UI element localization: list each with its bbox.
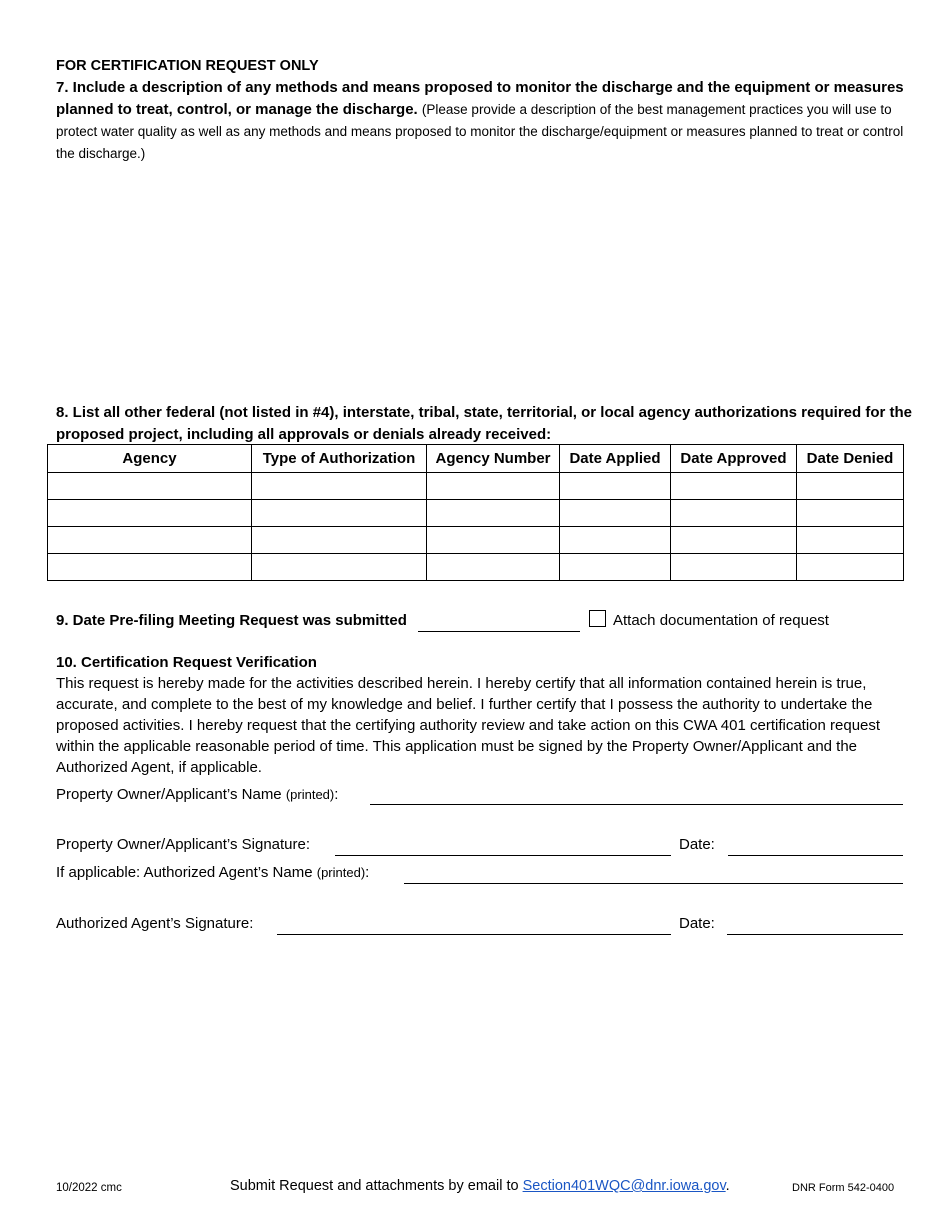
agent-name-field[interactable] xyxy=(404,883,903,884)
agent-signature-label: Authorized Agent’s Signature: xyxy=(56,915,254,932)
cell-date-denied[interactable] xyxy=(797,473,904,500)
agent-date-label: Date: xyxy=(679,915,715,932)
cell-date-approved[interactable] xyxy=(671,500,797,527)
cell-agency-number[interactable] xyxy=(427,473,560,500)
cell-agency-number[interactable] xyxy=(427,554,560,581)
agent-name-printed-note: (printed) xyxy=(316,865,366,880)
column-header-date-approved: Date Approved xyxy=(671,445,797,473)
column-header-date-denied: Date Denied xyxy=(797,445,904,473)
cell-date-applied[interactable] xyxy=(560,554,671,581)
cell-date-approved[interactable] xyxy=(671,473,797,500)
section-7-question-text: 7. Include a description of any methods and means proposed to monitor the discharge and the equipment or measures planned to treat, control, or manage the discharge. xyxy=(56,79,904,118)
cell-date-denied[interactable] xyxy=(797,554,904,581)
section-10-title: 10. Certification Request Verification xyxy=(56,654,317,671)
agent-name-label-text: If applicable: Authorized Agent’s Name xyxy=(56,864,313,881)
section-7-question xyxy=(56,77,906,165)
cell-agency[interactable] xyxy=(48,500,252,527)
column-header-type-of-authorization: Type of Authorization xyxy=(252,445,427,473)
submit-text: Submit Request and attachments by email to xyxy=(230,1178,519,1194)
submit-period: . xyxy=(725,1178,730,1194)
attach-documentation-label: Attach documentation of request xyxy=(613,612,829,629)
table-row xyxy=(48,500,904,527)
table-header-row xyxy=(48,445,904,473)
column-header-date-applied: Date Applied xyxy=(560,445,671,473)
cell-agency-number[interactable] xyxy=(427,527,560,554)
cell-date-denied[interactable] xyxy=(797,500,904,527)
attach-documentation-checkbox[interactable] xyxy=(589,610,606,627)
form-revision: 10/2022 cmc xyxy=(56,1182,122,1194)
column-header-agency-number: Agency Number xyxy=(427,445,560,473)
table-row xyxy=(48,527,904,554)
cell-type-of-authorization[interactable] xyxy=(252,473,427,500)
submit-instructions xyxy=(230,1176,730,1197)
cell-date-applied[interactable] xyxy=(560,500,671,527)
agent-date-field[interactable] xyxy=(727,934,903,935)
cell-type-of-authorization[interactable] xyxy=(252,527,427,554)
agent-signature-field[interactable] xyxy=(277,934,671,935)
form-number: DNR Form 542-0400 xyxy=(792,1182,895,1194)
section-10-verification-text: This request is hereby made for the activities described herein. I hereby certify that all information contained herein is true, accurate, and complete to the best of my knowledge and belief. I further certify that I possess the authority to undertake the proposed activities. I hereby request that the certifying authority review and take action on this CWA 401 certification request within the applicable reasonable period of time. This application must be signed by the Property Owner/Applicant and the Authorized Agent, if applicable. xyxy=(56,675,881,776)
cell-date-applied[interactable] xyxy=(560,473,671,500)
owner-date-label: Date: xyxy=(679,836,715,853)
section-7-response-area[interactable] xyxy=(56,165,902,390)
certification-request-header: FOR CERTIFICATION REQUEST ONLY xyxy=(56,58,319,74)
owner-name-label-text: Property Owner/Applicant’s Name xyxy=(56,786,282,803)
owner-name-field[interactable] xyxy=(370,804,903,805)
cell-date-approved[interactable] xyxy=(671,554,797,581)
section-8-question: 8. List all other federal (not listed in #4), interstate, tribal, state, territorial, or local agency authorizations required for the proposed project, including all approvals or denials already received: xyxy=(56,404,913,443)
section-9-label: 9. Date Pre-filing Meeting Request was submitted xyxy=(56,612,407,629)
cell-agency[interactable] xyxy=(48,473,252,500)
cell-type-of-authorization[interactable] xyxy=(252,554,427,581)
cell-agency-number[interactable] xyxy=(427,500,560,527)
agent-name-label: If applicable: Authorized Agent’s Name (printed): xyxy=(56,864,370,881)
cell-type-of-authorization[interactable] xyxy=(252,500,427,527)
authorizations-table xyxy=(47,444,904,581)
owner-signature-field[interactable] xyxy=(335,855,671,856)
cell-agency[interactable] xyxy=(48,527,252,554)
cell-date-approved[interactable] xyxy=(671,527,797,554)
section-7 xyxy=(56,56,906,165)
email-link[interactable]: Section401WQC@dnr.iowa.gov xyxy=(522,1178,726,1194)
owner-date-field[interactable] xyxy=(728,855,903,856)
owner-name-printed-note: (printed) xyxy=(285,787,335,802)
prefiling-date-field[interactable] xyxy=(418,631,580,632)
owner-name-label: Property Owner/Applicant’s Name (printed): xyxy=(56,786,339,803)
cell-date-denied[interactable] xyxy=(797,527,904,554)
table-row xyxy=(48,473,904,500)
owner-signature-label: Property Owner/Applicant’s Signature: xyxy=(56,836,311,853)
cell-agency[interactable] xyxy=(48,554,252,581)
section-7-hint: (Please provide a description of the best management practices you will use to protect water quality as well as any methods and means proposed to monitor the discharge/equipment or measures planned to treat or control the discharge.) xyxy=(56,102,904,161)
cell-date-applied[interactable] xyxy=(560,527,671,554)
column-header-agency: Agency xyxy=(48,445,252,473)
table-row xyxy=(48,554,904,581)
